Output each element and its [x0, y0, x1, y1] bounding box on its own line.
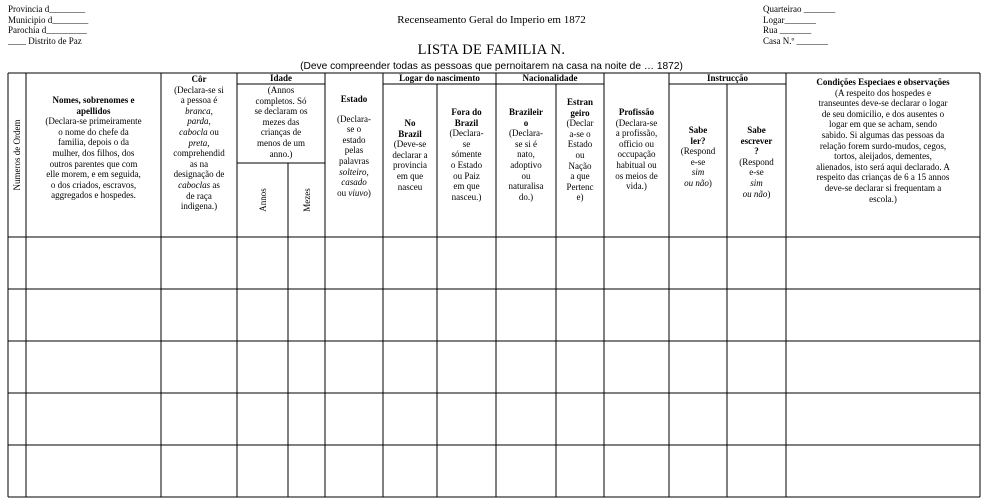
- cor-caboclas: caboclas: [178, 179, 211, 190]
- group-logar-nascimento: Logar do nascimento: [399, 73, 480, 83]
- profissao-title: Profissão: [618, 107, 655, 117]
- row-5-numero-cell[interactable]: [9, 446, 26, 497]
- fora-brazil-instructions: (Declara- se sómente o Estado ou Paiz em que nasceu.): [449, 128, 484, 202]
- cor-intro: (Declara-se si a pessoa é: [174, 84, 224, 106]
- group-nacionalidade: Nacionalidade: [522, 73, 578, 83]
- cor-middle: comprehendid as na designação de: [173, 148, 225, 180]
- estado-viuvo: viuvo: [348, 187, 368, 198]
- sabe-ler-instructions: (Respond e-se: [680, 146, 716, 167]
- estrangeiro-header: [556, 97, 604, 203]
- no-brazil-header: [383, 118, 437, 192]
- row-1-condicoes-cell[interactable]: [787, 238, 980, 289]
- row-4-fora-brazil-cell[interactable]: [438, 394, 496, 445]
- condicoes-title: Condições Especiaes e observações: [816, 77, 950, 87]
- numeros-de-ordem-header: Numeros de Ordem: [12, 119, 22, 191]
- sabe-ler-options: sim ou não: [684, 167, 709, 188]
- no-brazil-title: No Brazil: [398, 118, 422, 139]
- row-1-sabe-ler-cell[interactable]: [670, 238, 727, 289]
- group-idade: Idade: [269, 73, 292, 83]
- estado-instructions: (Declara- se o estado pelas palavras: [337, 113, 371, 166]
- row-1-profissao-cell[interactable]: [605, 238, 669, 289]
- logar-field[interactable]: Logar_______: [763, 14, 816, 25]
- sabe-ler-header: [669, 125, 727, 189]
- row-4-sabe-escrever-cell[interactable]: [728, 394, 786, 445]
- row-3-estado-cell[interactable]: [326, 342, 383, 393]
- profissao-header: [604, 107, 669, 192]
- cor-as: as: [210, 179, 220, 190]
- cor-title: Côr: [191, 74, 207, 84]
- estado-ou: ou: [337, 187, 349, 198]
- fora-brazil-title: Fora do Brazil: [451, 107, 482, 128]
- condicoes-header: [786, 77, 980, 204]
- annos-header: Annos: [258, 188, 268, 212]
- profissao-instructions: (Declara-se a profissão, officio ou occupação habitual ou os meios de vida.): [615, 117, 658, 192]
- estado-header: [325, 94, 383, 198]
- row-5-estado-cell[interactable]: [326, 446, 383, 497]
- row-4-profissao-cell[interactable]: [605, 394, 669, 445]
- sabe-ler-close: ): [708, 177, 712, 188]
- row-1-nome-cell[interactable]: [27, 238, 161, 289]
- row-2-numero-cell[interactable]: [9, 290, 26, 341]
- row-3-profissao-cell[interactable]: [605, 342, 669, 393]
- row-3-no-brazil-cell[interactable]: [384, 342, 437, 393]
- row-1-no-brazil-cell[interactable]: [384, 238, 437, 289]
- rua-field[interactable]: Rua _______: [763, 25, 812, 35]
- distrito-field[interactable]: ____ Distrito de Paz: [8, 35, 82, 46]
- row-4-estado-cell[interactable]: [326, 394, 383, 445]
- form-subtitle: (Deve compreender todas as pessoas que pernoitarem na casa na noite de … 1872): [300, 61, 683, 72]
- row-2-nome-cell[interactable]: [27, 290, 161, 341]
- idade-note: (Annos completos. Só se declaram os mezes das crianças de menos de um anno.): [254, 85, 308, 159]
- row-3-annos-cell[interactable]: [238, 342, 288, 393]
- form-title: LISTA DE FAMILIA N.: [417, 42, 566, 58]
- mezes-header: Mezes: [302, 188, 312, 212]
- row-5-no-brazil-cell[interactable]: [384, 446, 437, 497]
- cor-ou: ou: [207, 126, 219, 137]
- provincia-field[interactable]: Provincia d________: [8, 4, 86, 14]
- header-address-fields: [763, 4, 835, 46]
- row-2-cor-cell[interactable]: [162, 290, 237, 341]
- row-5-sabe-ler-cell[interactable]: [670, 446, 727, 497]
- row-4-numero-cell[interactable]: [9, 394, 26, 445]
- row-1-sabe-escrever-cell[interactable]: [728, 238, 786, 289]
- row-3-brazileiro-cell[interactable]: [497, 342, 556, 393]
- sabe-escrever-options: sim ou não: [742, 177, 768, 199]
- row-1-brazileiro-cell[interactable]: [497, 238, 556, 289]
- row-3-sabe-ler-cell[interactable]: [670, 342, 727, 393]
- row-2-brazileiro-cell[interactable]: [497, 290, 556, 341]
- cor-end: de raça indigena.): [180, 190, 218, 212]
- cor-preta: preta,: [188, 137, 210, 148]
- sabe-escrever-close: ): [767, 188, 771, 199]
- sabe-escrever-header: [727, 125, 786, 199]
- parochia-field[interactable]: Parochia d_________: [8, 25, 87, 35]
- row-4-brazileiro-cell[interactable]: [497, 394, 556, 445]
- row-5-brazileiro-cell[interactable]: [497, 446, 556, 497]
- row-2-profissao-cell[interactable]: [605, 290, 669, 341]
- row-2-sabe-ler-cell[interactable]: [670, 290, 727, 341]
- row-1-estrangeiro-cell[interactable]: [557, 238, 604, 289]
- sabe-ler-title: Sabe ler?: [688, 125, 708, 146]
- row-1-numero-cell[interactable]: [9, 238, 26, 289]
- nomes-title: Nomes, sobrenomes e apellidos: [52, 95, 135, 116]
- row-5-nome-cell[interactable]: [27, 446, 161, 497]
- row-1-mezes-cell[interactable]: [289, 238, 325, 289]
- row-4-nome-cell[interactable]: [27, 394, 161, 445]
- row-2-sabe-escrever-cell[interactable]: [728, 290, 786, 341]
- estado-title: Estado: [340, 94, 368, 104]
- row-1-fora-brazil-cell[interactable]: [438, 238, 496, 289]
- nomes-instructions: (Declara-se primeiramente o nome do chefe da familia, depois o da mulher, dos filhos, dos outros parentes que com elle morem, e em seguida, o dos criados, escravos, aggregados e hospedes.: [45, 116, 142, 201]
- row-3-condicoes-cell[interactable]: [787, 342, 980, 393]
- row-4-mezes-cell[interactable]: [289, 394, 325, 445]
- estrangeiro-title: Estran geiro: [566, 97, 593, 118]
- casa-field[interactable]: Casa N.º _______: [763, 35, 829, 46]
- row-5-profissao-cell[interactable]: [605, 446, 669, 497]
- estrangeiro-instructions: (Declar a-se o Estado ou Nação a que Pertenc e): [566, 118, 594, 203]
- estado-options: solteiro, casado: [339, 166, 369, 188]
- brazileiro-title: Brazileir o: [509, 107, 543, 128]
- group-instruccao: Instrucção: [707, 73, 748, 83]
- row-3-estrangeiro-cell[interactable]: [557, 342, 604, 393]
- census-title: Recenseamento Geral do Imperio em 1872: [397, 14, 586, 26]
- row-2-estado-cell[interactable]: [326, 290, 383, 341]
- row-4-cor-cell[interactable]: [162, 394, 237, 445]
- row-5-sabe-escrever-cell[interactable]: [728, 446, 786, 497]
- row-1-annos-cell[interactable]: [238, 238, 288, 289]
- condicoes-instructions: (A respeito dos hospedes e transeuntes deve-se declarar o logar de seu domicilio, e dos ausentes o logar em que se acham, sendo sabido. Si algumas das pessoas da relação forem surdo-mudos, cegos, tortos, aleijados, dementes, alienados, isto será aqui declarado. A respeito das crianças de 6 a 15 annos deve-se declarar si frequentam a escola.): [816, 87, 950, 204]
- row-3-fora-brazil-cell[interactable]: [438, 342, 496, 393]
- row-2-fora-brazil-cell[interactable]: [438, 290, 496, 341]
- fora-brazil-header: [437, 107, 496, 202]
- municipio-field[interactable]: Municipio d________: [8, 14, 89, 25]
- row-4-sabe-ler-cell[interactable]: [670, 394, 727, 445]
- row-2-no-brazil-cell[interactable]: [384, 290, 437, 341]
- cor-options: branca, parda, cabocla: [179, 105, 213, 137]
- estado-close: ): [367, 187, 371, 198]
- row-1-estado-cell[interactable]: [326, 238, 383, 289]
- sabe-escrever-title: Sabe escrever ?: [740, 125, 773, 157]
- brazileiro-header: [496, 107, 556, 202]
- row-3-numero-cell[interactable]: [9, 342, 26, 393]
- row-5-mezes-cell[interactable]: [289, 446, 325, 497]
- row-4-no-brazil-cell[interactable]: [384, 394, 437, 445]
- row-4-estrangeiro-cell[interactable]: [557, 394, 604, 445]
- row-4-condicoes-cell[interactable]: [787, 394, 980, 445]
- brazileiro-instructions: (Declara- se si é nato, adoptivo ou naturalisa do.): [508, 128, 544, 202]
- quarteirao-field[interactable]: Quarteirao _______: [763, 4, 836, 14]
- row-2-mezes-cell[interactable]: [289, 290, 325, 341]
- row-5-cor-cell[interactable]: [162, 446, 237, 497]
- row-5-fora-brazil-cell[interactable]: [438, 446, 496, 497]
- row-5-annos-cell[interactable]: [238, 446, 288, 497]
- nomes-header: [26, 95, 161, 201]
- row-3-mezes-cell[interactable]: [289, 342, 325, 393]
- row-2-annos-cell[interactable]: [238, 290, 288, 341]
- row-2-estrangeiro-cell[interactable]: [557, 290, 604, 341]
- row-3-nome-cell[interactable]: [27, 342, 161, 393]
- row-5-condicoes-cell[interactable]: [787, 446, 980, 497]
- row-4-annos-cell[interactable]: [238, 394, 288, 445]
- row-3-cor-cell[interactable]: [162, 342, 237, 393]
- row-3-sabe-escrever-cell[interactable]: [728, 342, 786, 393]
- row-2-condicoes-cell[interactable]: [787, 290, 980, 341]
- row-5-estrangeiro-cell[interactable]: [557, 446, 604, 497]
- no-brazil-instructions: (Deve-se declarar a provincia em que nasceu: [392, 139, 428, 192]
- row-1-cor-cell[interactable]: [162, 238, 237, 289]
- cor-header: [161, 74, 237, 212]
- sabe-escrever-instructions: (Respond e-se: [739, 156, 774, 178]
